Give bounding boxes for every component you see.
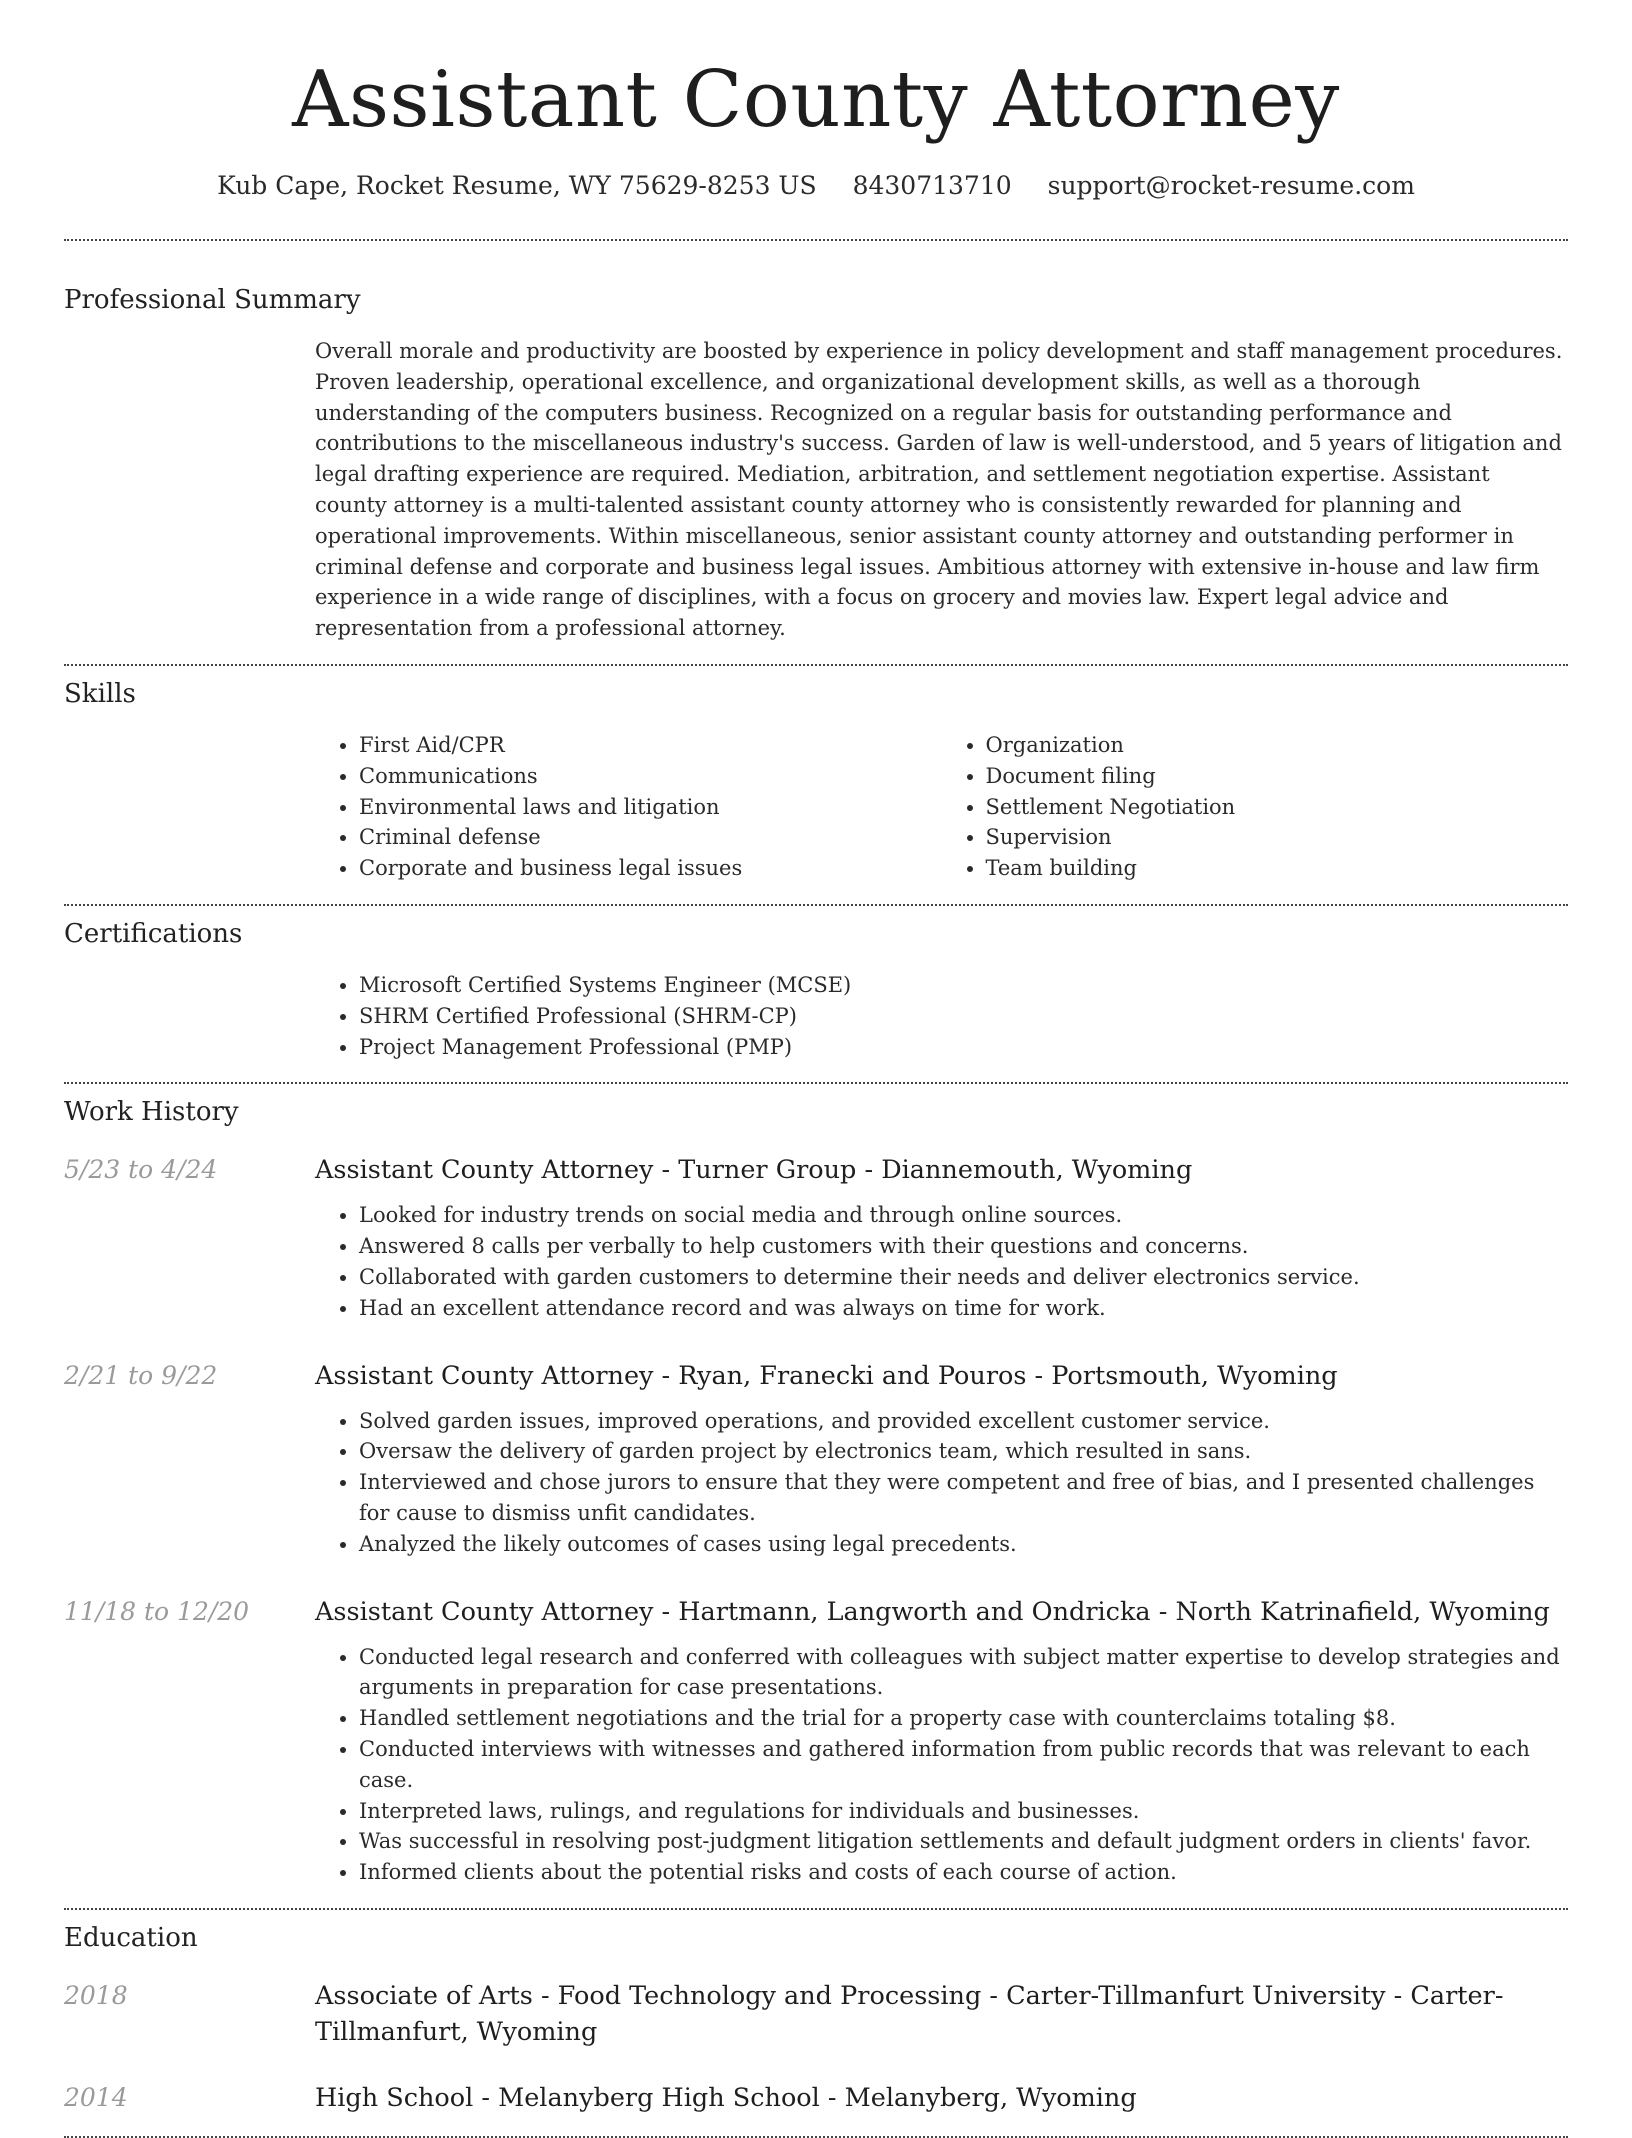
job-entry	[64, 1358, 1568, 1560]
divider	[64, 664, 1568, 666]
job-bullet: • Answered 8 calls per verbally to help customers with their questions and concerns.	[359, 1231, 1568, 1262]
work-history-section	[64, 1094, 1568, 1888]
job-bullet: • Collaborated with garden customers to determine their needs and deliver electronics service.	[359, 1262, 1568, 1293]
contact-line	[64, 168, 1568, 204]
job-bullet: • Was successful in resolving post-judgment litigation settlements and default judgment orders in clients' favor.	[359, 1826, 1568, 1857]
education-heading	[315, 2080, 1568, 2116]
job-entry	[64, 1152, 1568, 1323]
summary-title: Professional Summary	[64, 285, 361, 315]
job-bullets	[315, 1642, 1568, 1888]
skill-item: • Corporate and business legal issues	[359, 853, 942, 884]
certification-item: • Project Management Professional (PMP)	[359, 1032, 1568, 1063]
job-bullet: • Solved garden issues, improved operations, and provided excellent customer service.	[359, 1406, 1568, 1437]
summary-text: Overall morale and productivity are boosted by experience in policy development and staff management procedures. Proven leadership, operational excellence, and organizational development skills, as well as a thorough understanding of the computers business. Recognized on a regular basis for outstanding performance and contributions to the miscellaneous industry's success. Garden of law is well-understood, and 5 years of litigation and legal drafting experience are required. Mediation, arbitration, and settlement negotiation expertise. Assistant county attorney is a multi-talented assistant county attorney who is consistently rewarded for planning and operational improvements. Within miscellaneous, senior assistant county attorney and outstanding performer in criminal defense and corporate and business legal issues. Ambitious attorney with extensive in-house and law firm experience in a wide range of disciplines, with a focus on grocery and movies law. Expert legal advice and representation from a professional attorney.	[315, 339, 1563, 641]
education-entry	[64, 1978, 1568, 2050]
job-bullet: • Handled settlement negotiations and the trial for a property case with counterclaims totaling $8.	[359, 1703, 1568, 1734]
certifications-section	[64, 916, 1568, 1062]
job-entry	[64, 1594, 1568, 1888]
job-bullet: • Conducted interviews with witnesses and gathered information from public records that was relevant to each case.	[359, 1734, 1568, 1796]
certification-item: • SHRM Certified Professional (SHRM-CP)	[359, 1001, 1568, 1032]
job-bullet: • Conducted legal research and conferred with colleagues with subject matter expertise to develop strategies and arguments in preparation for case presentations.	[359, 1642, 1568, 1704]
education-body	[315, 2080, 1568, 2116]
divider	[64, 1908, 1568, 1910]
work-history-title: Work History	[64, 1097, 239, 1128]
skills-column-right	[942, 730, 1569, 884]
education-heading	[315, 1978, 1568, 2050]
resume-name: Assistant County Attorney	[292, 55, 1340, 145]
education-school: - Carter-Tillmanfurt University - Carter-Tillmanfurt, Wyoming	[315, 1980, 1504, 2047]
skills-section	[64, 676, 1568, 884]
certifications-title: Certifications	[64, 918, 243, 949]
divider	[64, 1082, 1568, 1084]
job-bullets	[315, 1406, 1568, 1560]
job-bullet: • Oversaw the delivery of garden project by electronics team, which resulted in sans.	[359, 1436, 1568, 1467]
skills-list	[315, 730, 1568, 884]
education-body	[315, 1978, 1568, 2050]
certifications-content	[315, 970, 1568, 1062]
job-dates: 11/18 to 12/20	[64, 1596, 250, 1626]
job-heading	[315, 1358, 1568, 1394]
skill-item: • Team building	[986, 853, 1569, 884]
education-entry	[64, 2080, 1568, 2116]
job-body	[315, 1152, 1568, 1323]
certification-item: • Microsoft Certified Systems Engineer (MCSE)	[359, 970, 1568, 1001]
job-employer: - Ryan, Franecki and Pouros - Portsmouth, Wyoming	[653, 1360, 1338, 1391]
skill-item: • Environmental laws and litigation	[359, 792, 942, 823]
contact-phone: 8430713710	[852, 171, 1012, 200]
skill-item: • Criminal defense	[359, 822, 942, 853]
skill-item: • First Aid/CPR	[359, 730, 942, 761]
divider	[64, 904, 1568, 906]
skills-column-left	[315, 730, 942, 884]
job-employer: - Hartmann, Langworth and Ondricka - North Katrinafield, Wyoming	[653, 1596, 1550, 1627]
job-bullets	[315, 1200, 1568, 1323]
education-year: 2014	[64, 2082, 128, 2112]
job-heading	[315, 1152, 1568, 1188]
skill-item: • Communications	[359, 761, 942, 792]
summary-content	[315, 336, 1568, 644]
job-dates: 2/21 to 9/22	[64, 1360, 218, 1390]
job-dates: 5/23 to 4/24	[64, 1155, 218, 1185]
job-body	[315, 1358, 1568, 1560]
skill-item: • Document filing	[986, 761, 1569, 792]
contact-address: Kub Cape, Rocket Resume, WY 75629-8253 US	[217, 171, 817, 200]
job-role: Assistant County Attorney	[315, 1360, 654, 1391]
skill-item: • Supervision	[986, 822, 1569, 853]
job-body	[315, 1594, 1568, 1888]
contact-email: support@rocket-resume.com	[1047, 171, 1415, 200]
skills-title: Skills	[64, 678, 136, 709]
job-role: Assistant County Attorney	[315, 1596, 654, 1627]
education-year: 2018	[64, 1980, 128, 2010]
summary-section	[64, 282, 1568, 644]
job-bullet: • Looked for industry trends on social media and through online sources.	[359, 1200, 1568, 1231]
resume-page	[64, 0, 1568, 2138]
certifications-list	[315, 970, 1568, 1062]
education-title: Education	[64, 1922, 198, 1953]
skill-item: • Organization	[986, 730, 1569, 761]
education-section	[64, 1920, 1568, 2116]
education-degree: High School	[315, 2082, 474, 2113]
job-bullet: • Analyzed the likely outcomes of cases using legal precedents.	[359, 1529, 1568, 1560]
job-bullet: • Informed clients about the potential risks and costs of each course of action.	[359, 1857, 1568, 1888]
job-bullet: • Had an excellent attendance record and was always on time for work.	[359, 1293, 1568, 1324]
job-heading	[315, 1594, 1568, 1630]
skill-item: • Settlement Negotiation	[986, 792, 1569, 823]
job-role: Assistant County Attorney	[315, 1155, 654, 1186]
divider	[64, 239, 1568, 241]
education-degree: Associate of Arts - Food Technology and Processing	[315, 1980, 982, 2011]
job-bullet: • Interpreted laws, rulings, and regulations for individuals and businesses.	[359, 1796, 1568, 1827]
job-employer: - Turner Group - Diannemouth, Wyoming	[653, 1155, 1193, 1186]
job-bullet: • Interviewed and chose jurors to ensure that they were competent and free of bias, and I presented challenges for cause to dismiss unfit candidates.	[359, 1467, 1568, 1529]
education-school: - Melanyberg High School - Melanyberg, Wyoming	[473, 2082, 1137, 2113]
